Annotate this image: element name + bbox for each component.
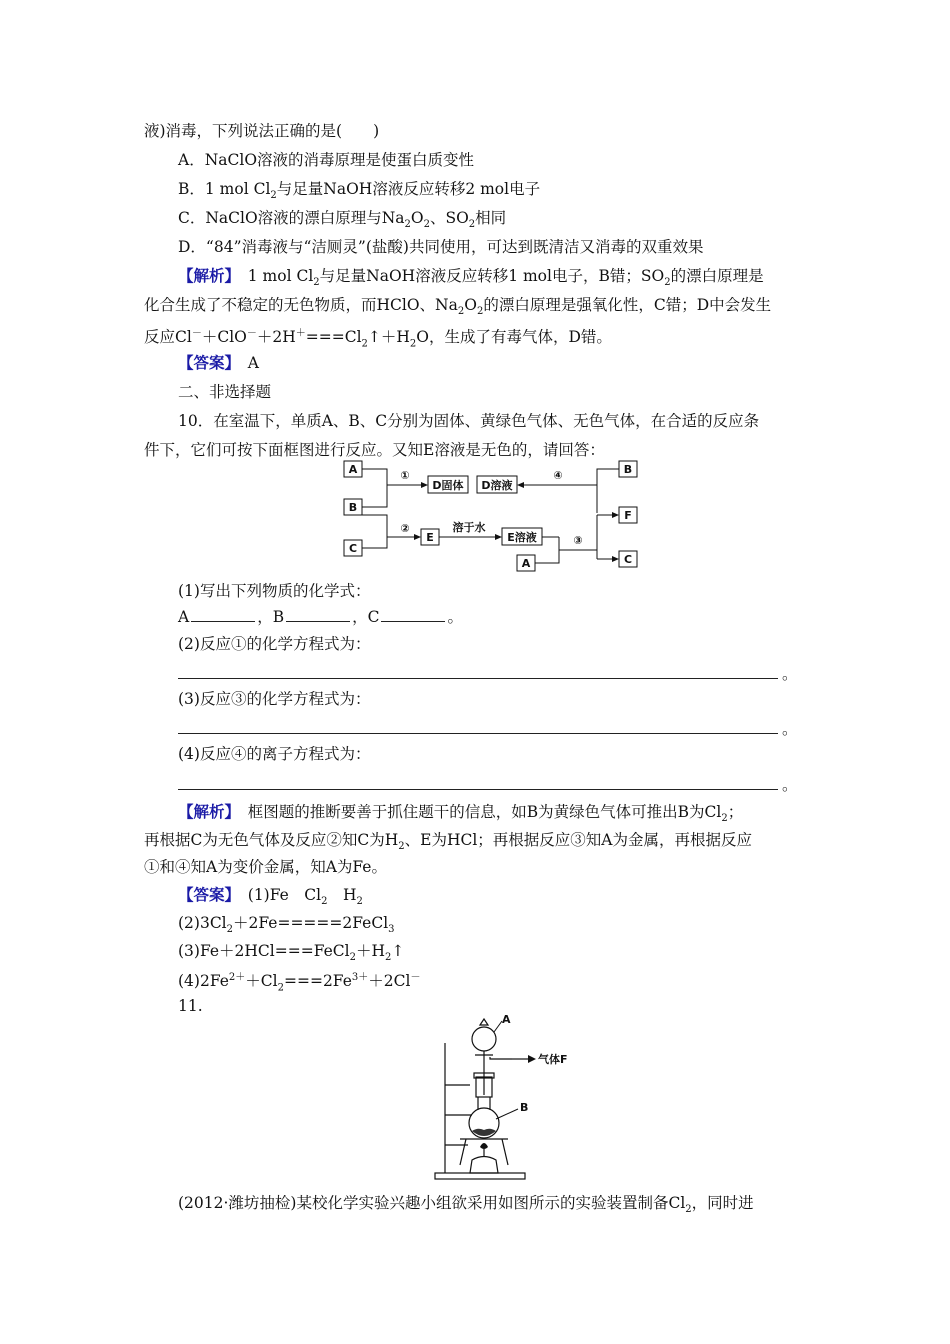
- section-heading: 二、非选择题: [178, 383, 272, 401]
- q10-sub3: (3)反应③的化学方程式为：: [178, 690, 371, 708]
- q10-answer-1: 【答案】 (1)Fe $Cl_2$ $H_2$: [178, 885, 363, 908]
- reaction-flow-diagram: [335, 455, 647, 577]
- q9-option-a: A．NaClO溶液的消毒原理是使蛋白质变性: [178, 151, 475, 169]
- q10-sub1: (1)写出下列物质的化学式：: [178, 582, 371, 600]
- label-a-bottom: A: [521, 557, 531, 570]
- q9-analysis-line1: 【解析】 1 mol $Cl_2$与足量NaOH溶液反应转移1 mol电子，B错；$SO_2$的漂白原理是: [178, 266, 764, 289]
- label-d-solid: D固体: [432, 479, 464, 492]
- label-reaction-1: ①: [400, 469, 410, 482]
- q10-analysis-line2: 再根据C为无色气体及反应②知C为$H_2$、E为HCl；再根据反应③知A为金属，再根据反应: [144, 831, 752, 853]
- apparatus-label-b: B: [520, 1101, 529, 1114]
- answer-label: 【答案】: [178, 353, 233, 372]
- label-reaction-4: ④: [553, 469, 563, 482]
- q9-stem: 液)消毒，下列说法正确的是( ): [144, 122, 380, 140]
- q10-analysis-line3: ①和④知A为变价金属，知A为Fe。: [144, 858, 387, 876]
- q10-analysis-line1: 【解析】 框图题的推断要善于抓住题干的信息，如B为黄绿色气体可推出B为$Cl_2$；: [178, 802, 744, 825]
- q11-stem: (2012·潍坊抽检)某校化学实验兴趣小组欲采用如图所示的实验装置制备$Cl_2$，同时进: [178, 1194, 754, 1216]
- q10-answer-3: $(3)Fe+2HCl===FeCl_2+H_2↑$: [178, 942, 405, 964]
- label-b-left: B: [348, 501, 358, 514]
- chlorine-apparatus-figure: [430, 1015, 580, 1185]
- period-2: 。: [782, 665, 798, 683]
- label-e-solution: E溶液: [507, 531, 537, 544]
- q10-sub1-blanks: A ，B ，C 。: [178, 608, 463, 626]
- label-c-left: C: [348, 542, 358, 555]
- answer-line-3[interactable]: [178, 733, 778, 734]
- period-4: 。: [782, 776, 798, 794]
- answer-line-4[interactable]: [178, 789, 778, 790]
- analysis-label: 【解析】: [178, 266, 233, 285]
- apparatus-label-a: A: [502, 1015, 511, 1026]
- q9-option-b: B．1 mol $Cl_2$与足量NaOH溶液反应转移2 mol电子: [178, 180, 541, 202]
- blank-a[interactable]: [191, 607, 255, 622]
- answer-line-2[interactable]: [178, 678, 778, 679]
- label-d-solution: D溶液: [481, 479, 513, 492]
- q9-option-c: C．NaClO溶液的漂白原理与$Na_2O_2$、$SO_2$相同: [178, 209, 507, 231]
- q9-analysis-line3: 反应$Cl^-+ClO^-+2H^+===Cl_2↑+H_2O$，生成了有毒气体，D错。: [144, 328, 612, 350]
- q10-answer-4: $(4)2Fe^{2+}+Cl_2===2Fe^{3+}+2Cl^-$: [178, 972, 421, 994]
- q9-analysis-line2: 化合生成了不稳定的无色物质，而HClO、$Na_2O_2$的漂白原理是强氧化性，C错；D中会发生: [144, 296, 772, 318]
- label-reaction-3: ③: [573, 534, 583, 547]
- q9-answer: 【答案】 A: [178, 353, 259, 372]
- q10-stem-line1: 10．在室温下，单质A、B、C分别为固体、黄绿色气体、无色气体，在合适的反应条: [178, 412, 760, 430]
- period-3: 。: [782, 720, 798, 738]
- apparatus-label-gas-f: 气体F: [538, 1053, 568, 1066]
- label-b-right: B: [623, 463, 633, 476]
- q11-number: 11.: [178, 997, 203, 1015]
- label-c-right: C: [623, 553, 633, 566]
- q10-sub4: (4)反应④的离子方程式为：: [178, 745, 371, 763]
- q10-stem-line2: 件下，它们可按下面框图进行反应。又知E溶液是无色的，请回答：: [144, 441, 605, 459]
- q9-option-d: D．“84”消毒液与“洁厕灵”(盐酸)共同使用，可达到既清洁又消毒的双重效果: [178, 238, 704, 256]
- q10-answer-2: $(2)3Cl_2+2Fe=====2FeCl_3$: [178, 914, 395, 936]
- blank-b[interactable]: [286, 607, 350, 622]
- label-e: E: [426, 531, 434, 544]
- label-f: F: [624, 509, 632, 522]
- blank-c[interactable]: [381, 607, 445, 622]
- q10-sub2: (2)反应①的化学方程式为：: [178, 635, 371, 653]
- label-a-top: A: [348, 463, 358, 476]
- label-reaction-2: ②: [400, 522, 410, 535]
- label-dissolve: 溶于水: [452, 521, 486, 534]
